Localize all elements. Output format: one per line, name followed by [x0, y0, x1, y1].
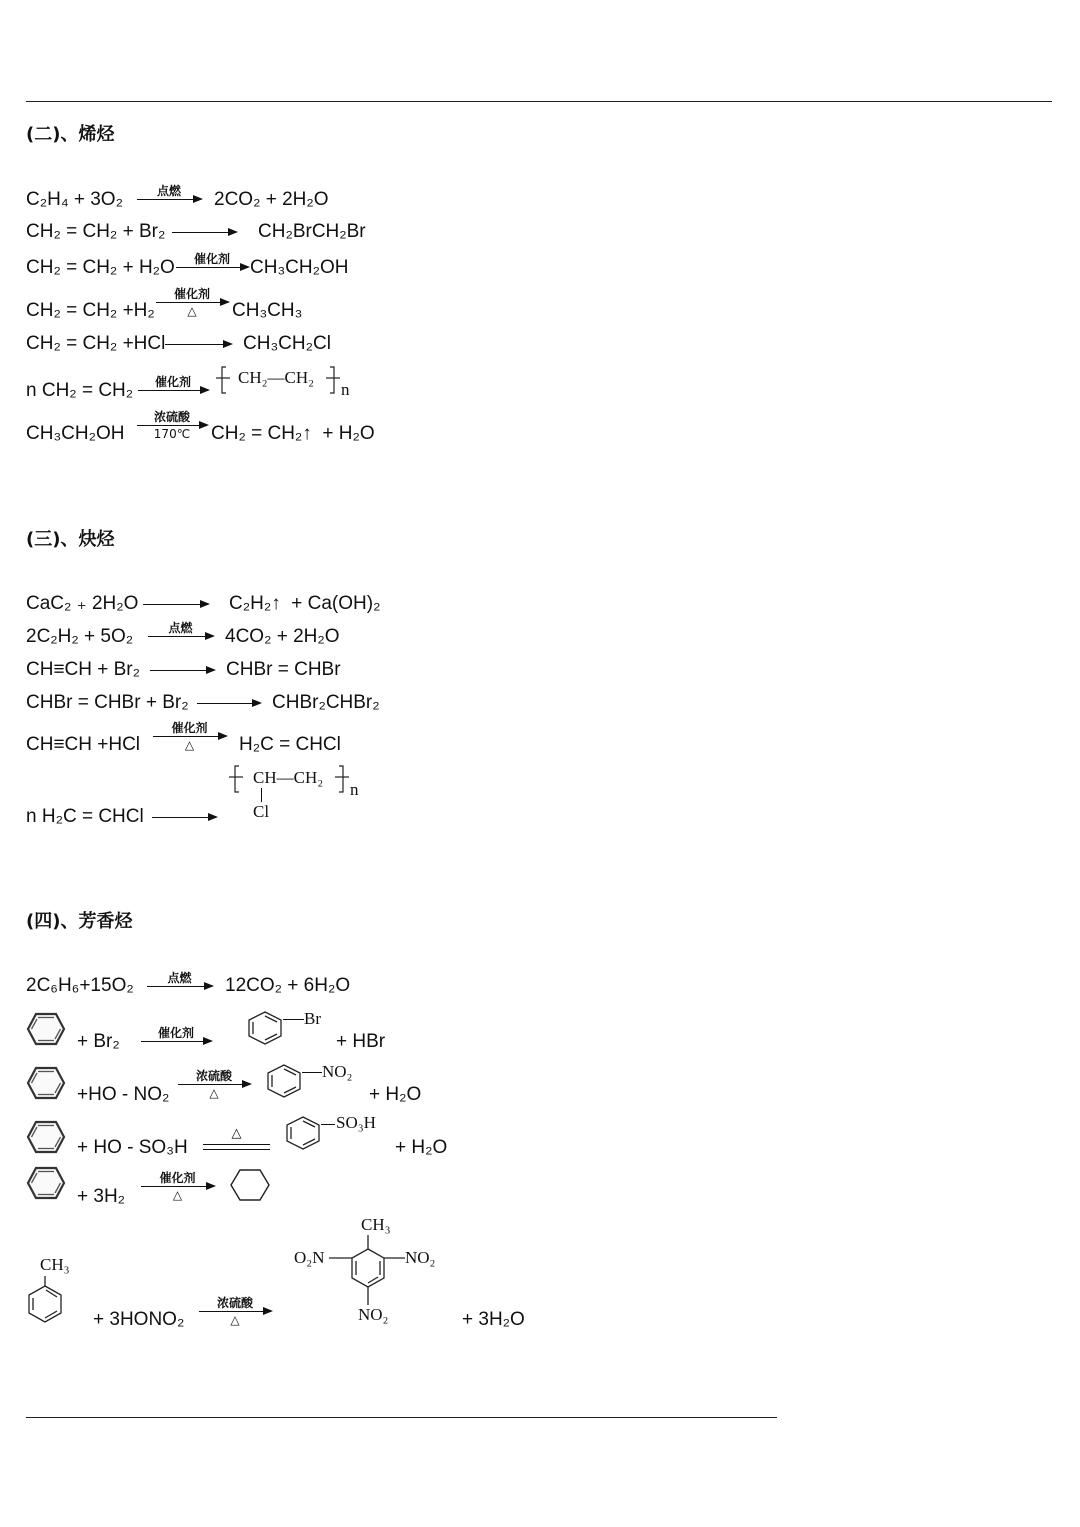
polymer-bracket-left: [216, 366, 230, 394]
polymer-bracket-left: [229, 765, 243, 793]
reactants: CH≡CH +HCl: [26, 734, 141, 755]
products: + H₂O: [369, 1084, 422, 1105]
reactants: + HO - SO₃H: [77, 1137, 188, 1158]
reaction-arrow: [137, 410, 207, 441]
reaction-arrow: [152, 817, 216, 818]
products: CH₂ = CH₂↑ + H₂O: [211, 423, 375, 444]
tnt-nitro-right: NO₂: [405, 1248, 436, 1267]
reaction-arrow: [153, 721, 226, 752]
condition-below: 170℃: [153, 427, 191, 441]
reaction-arrow: [148, 621, 213, 637]
reactants: 2C₆H₆+15O₂: [26, 975, 134, 996]
condition: 点燃: [167, 971, 192, 985]
reaction-arrow: [172, 232, 236, 233]
condition: 点燃: [168, 621, 193, 635]
condition: 浓硫酸: [195, 1069, 232, 1083]
reactants: CH₂ = CH₂ + Br₂: [26, 221, 166, 242]
toluene-ring-icon: [26, 1276, 64, 1326]
products: 4CO₂ + 2H₂O: [225, 626, 340, 647]
reactants: CH₂ = CH₂ +H₂: [26, 300, 155, 321]
reaction-arrow: [176, 252, 248, 268]
products: CH₃CH₂OH: [250, 257, 349, 278]
reactants: 2C₂H₂ + 5O₂: [26, 626, 134, 647]
reactants: + Br₂: [77, 1031, 120, 1052]
reaction-arrow: [197, 703, 260, 704]
products: CHBr₂CHBr₂: [272, 692, 380, 713]
reaction-arrow: [141, 1026, 211, 1042]
reactants: CH≡CH + Br₂: [26, 659, 140, 680]
reaction-arrow: [137, 184, 201, 200]
benzene-ring-icon: [26, 1012, 66, 1046]
polymer-branch: Cl: [253, 802, 270, 821]
polymer-unit: CH—CH₂: [253, 768, 324, 787]
polymer-bracket-right: [335, 765, 349, 793]
condition: 浓硫酸: [153, 410, 190, 424]
reactants: C₂H₄ + 3O₂: [26, 189, 123, 210]
condition: 浓硫酸: [216, 1296, 253, 1310]
tnt-nitro-left: O₂N: [294, 1248, 325, 1267]
reactants: CHBr = CHBr + Br₂: [26, 692, 189, 713]
nitrobenzene-ring-icon: [265, 1062, 303, 1100]
products: 2CO₂ + 2H₂O: [214, 189, 329, 210]
benzene-ring-icon: [26, 1066, 66, 1100]
products: + H₂O: [395, 1137, 448, 1158]
condition: 催化剂: [193, 252, 230, 266]
products: H₂C = CHCl: [239, 734, 341, 755]
reactants: n CH₂ = CH₂: [26, 380, 134, 401]
tnt-ring-icon: [329, 1235, 407, 1307]
equilibrium-arrow: [203, 1125, 270, 1149]
products: CH₃CH₃: [232, 300, 303, 321]
substituent: Br: [304, 1009, 321, 1028]
polymer-bracket-right: [326, 366, 340, 394]
condition-below: △: [209, 1086, 219, 1100]
bond: [321, 1124, 335, 1125]
reaction-arrow: [143, 604, 208, 605]
reactants: CH₂ = CH₂ +HCl: [26, 333, 166, 354]
condition-below: △: [230, 1313, 240, 1327]
products: C₂H₂↑ + Ca(OH)₂: [229, 593, 381, 614]
condition: 点燃: [156, 184, 181, 198]
reactants: CH₃CH₂OH: [26, 423, 125, 444]
cyclohexane-ring-icon: [229, 1168, 271, 1202]
products: 12CO₂ + 6H₂O: [225, 975, 351, 996]
reactants: CH₂ = CH₂ + H₂O: [26, 257, 175, 278]
reactants: n H₂C = CHCl: [26, 806, 144, 827]
products: + HBr: [336, 1031, 386, 1052]
reactants: + 3H₂: [77, 1186, 126, 1207]
benzene-ring-icon: [26, 1166, 66, 1200]
reaction-arrow: [178, 1069, 250, 1100]
condition: 催化剂: [159, 1171, 196, 1185]
condition: 催化剂: [173, 287, 210, 301]
substituent: NO₂: [322, 1062, 353, 1081]
reaction-arrow: [156, 287, 228, 318]
benzenesulfonic-ring-icon: [284, 1114, 322, 1152]
reaction-arrow: [150, 670, 214, 671]
reaction-arrow: [147, 971, 212, 987]
reaction-arrow: [138, 375, 208, 391]
tnt-nitro-bottom: NO₂: [358, 1305, 389, 1324]
condition: 催化剂: [154, 375, 191, 389]
section-heading-alkynes: (三)、炔烃: [26, 529, 115, 550]
reactants: + 3HONO₂: [93, 1309, 185, 1330]
reaction-arrow: [141, 1171, 214, 1202]
condition-below: △: [184, 738, 195, 752]
condition: 催化剂: [157, 1026, 194, 1040]
products: CH₃CH₂Cl: [243, 333, 331, 354]
condition: △: [231, 1125, 242, 1140]
benzene-ring-icon: [26, 1120, 66, 1154]
products: CHBr = CHBr: [226, 659, 341, 680]
bottom-divider: [26, 1417, 777, 1418]
condition-below: △: [187, 304, 197, 318]
polymer-n: n: [341, 380, 350, 399]
products: + 3H₂O: [462, 1309, 525, 1330]
branch-bond: [261, 788, 262, 802]
reaction-arrow: [199, 1296, 271, 1327]
substituent: CH₃: [40, 1255, 70, 1274]
section-heading-alkenes: (二)、烯烃: [26, 124, 115, 145]
reaction-arrow: [165, 344, 231, 345]
condition: 催化剂: [171, 721, 208, 735]
reactants: CaC₂ ₊ 2H₂O: [26, 593, 139, 614]
substituent: SO₃H: [336, 1113, 376, 1132]
condition-below: △: [172, 1188, 183, 1202]
reactants: +HO - NO₂: [77, 1084, 170, 1105]
polymer-n: n: [350, 780, 359, 799]
top-divider: [26, 101, 1052, 102]
tnt-methyl: CH₃: [361, 1215, 391, 1234]
products: CH₂BrCH₂Br: [258, 221, 366, 242]
bromobenzene-ring-icon: [246, 1010, 284, 1046]
polymer-unit: CH₂—CH₂: [238, 368, 315, 387]
bond: [283, 1019, 304, 1020]
bond: [302, 1072, 322, 1073]
section-heading-aromatics: (四)、芳香烃: [26, 911, 133, 932]
